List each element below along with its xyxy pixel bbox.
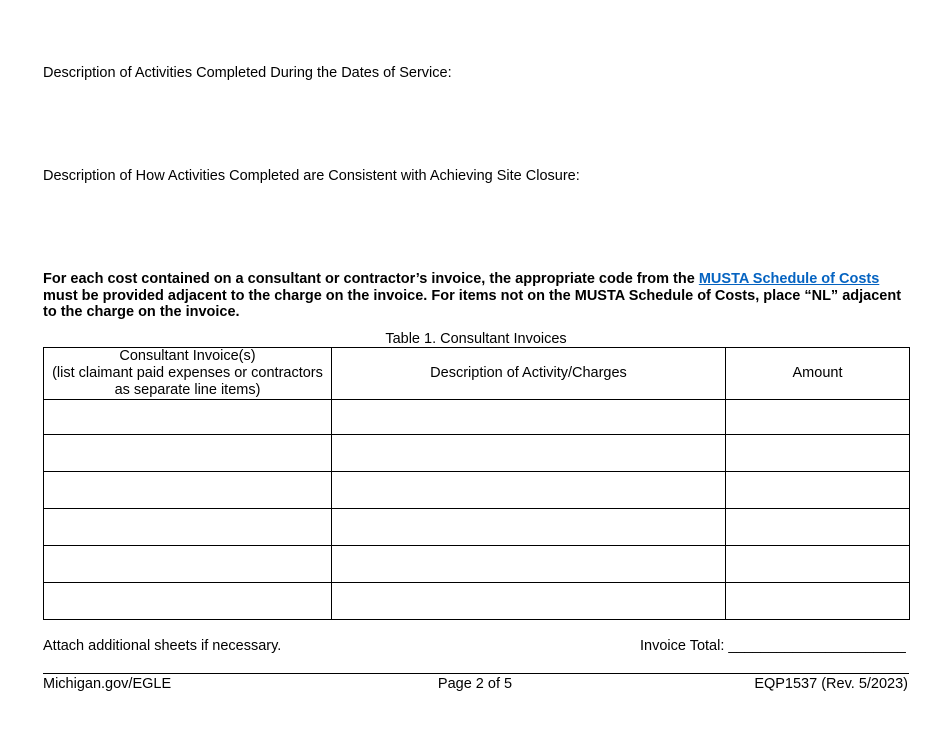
amount-cell[interactable] (726, 400, 910, 435)
site-closure-description-label: Description of How Activities Completed are Consistent with Achieving Site Closure: (43, 168, 580, 184)
footer-form-id: EQP1537 (Rev. 5/2023) (754, 676, 908, 692)
table-caption: Table 1. Consultant Invoices (385, 331, 567, 347)
invoice-cell[interactable] (44, 435, 332, 472)
amount-cell[interactable] (726, 509, 910, 546)
invoice-total-field[interactable]: ______________________ (728, 638, 906, 654)
header-consultant-invoice (44, 348, 332, 400)
attach-sheets-note: Attach additional sheets if necessary. (43, 638, 282, 654)
header-amount: Amount (726, 348, 910, 400)
table-row (44, 509, 910, 546)
header-description: Description of Activity/Charges (332, 348, 726, 400)
footer-divider (43, 673, 909, 674)
table-row (44, 583, 910, 620)
amount-cell[interactable] (726, 472, 910, 509)
invoice-cell[interactable] (44, 509, 332, 546)
instructions-paragraph (43, 271, 911, 321)
description-cell[interactable] (332, 435, 726, 472)
amount-cell[interactable] (726, 435, 910, 472)
amount-cell[interactable] (726, 583, 910, 620)
invoice-total-label: Invoice Total: (640, 638, 729, 654)
description-cell[interactable] (332, 546, 726, 583)
footer-page-number: Page 2 of 5 (437, 676, 513, 692)
amount-cell[interactable] (726, 546, 910, 583)
consultant-invoices-table (43, 347, 910, 620)
instructions-text-2: must be provided adjacent to the charge on the invoice. For items not on the MUSTA Schedule of Costs, place “NL” adjacent to the charge on the invoice. (43, 287, 902, 320)
table-row (44, 472, 910, 509)
description-cell[interactable] (332, 583, 726, 620)
table-row (44, 435, 910, 472)
description-cell[interactable] (332, 472, 726, 509)
invoice-cell[interactable] (44, 583, 332, 620)
activities-description-label: Description of Activities Completed During the Dates of Service: (43, 65, 452, 81)
header-consultant-invoice-text: Consultant Invoice(s) (list claimant paid expenses or contractors as separate line items) (52, 348, 323, 398)
invoice-cell[interactable] (44, 546, 332, 583)
description-cell[interactable] (332, 509, 726, 546)
description-cell[interactable] (332, 400, 726, 435)
invoice-total (640, 638, 906, 654)
table-row (44, 546, 910, 583)
instructions-text-1: For each cost contained on a consultant or contractor’s invoice, the appropriate code from the (43, 271, 699, 287)
invoice-cell[interactable] (44, 400, 332, 435)
invoice-cell[interactable] (44, 472, 332, 509)
footer-website: Michigan.gov/EGLE (43, 676, 172, 692)
table-row (44, 400, 910, 435)
musta-schedule-link[interactable]: MUSTA Schedule of Costs (698, 271, 880, 287)
